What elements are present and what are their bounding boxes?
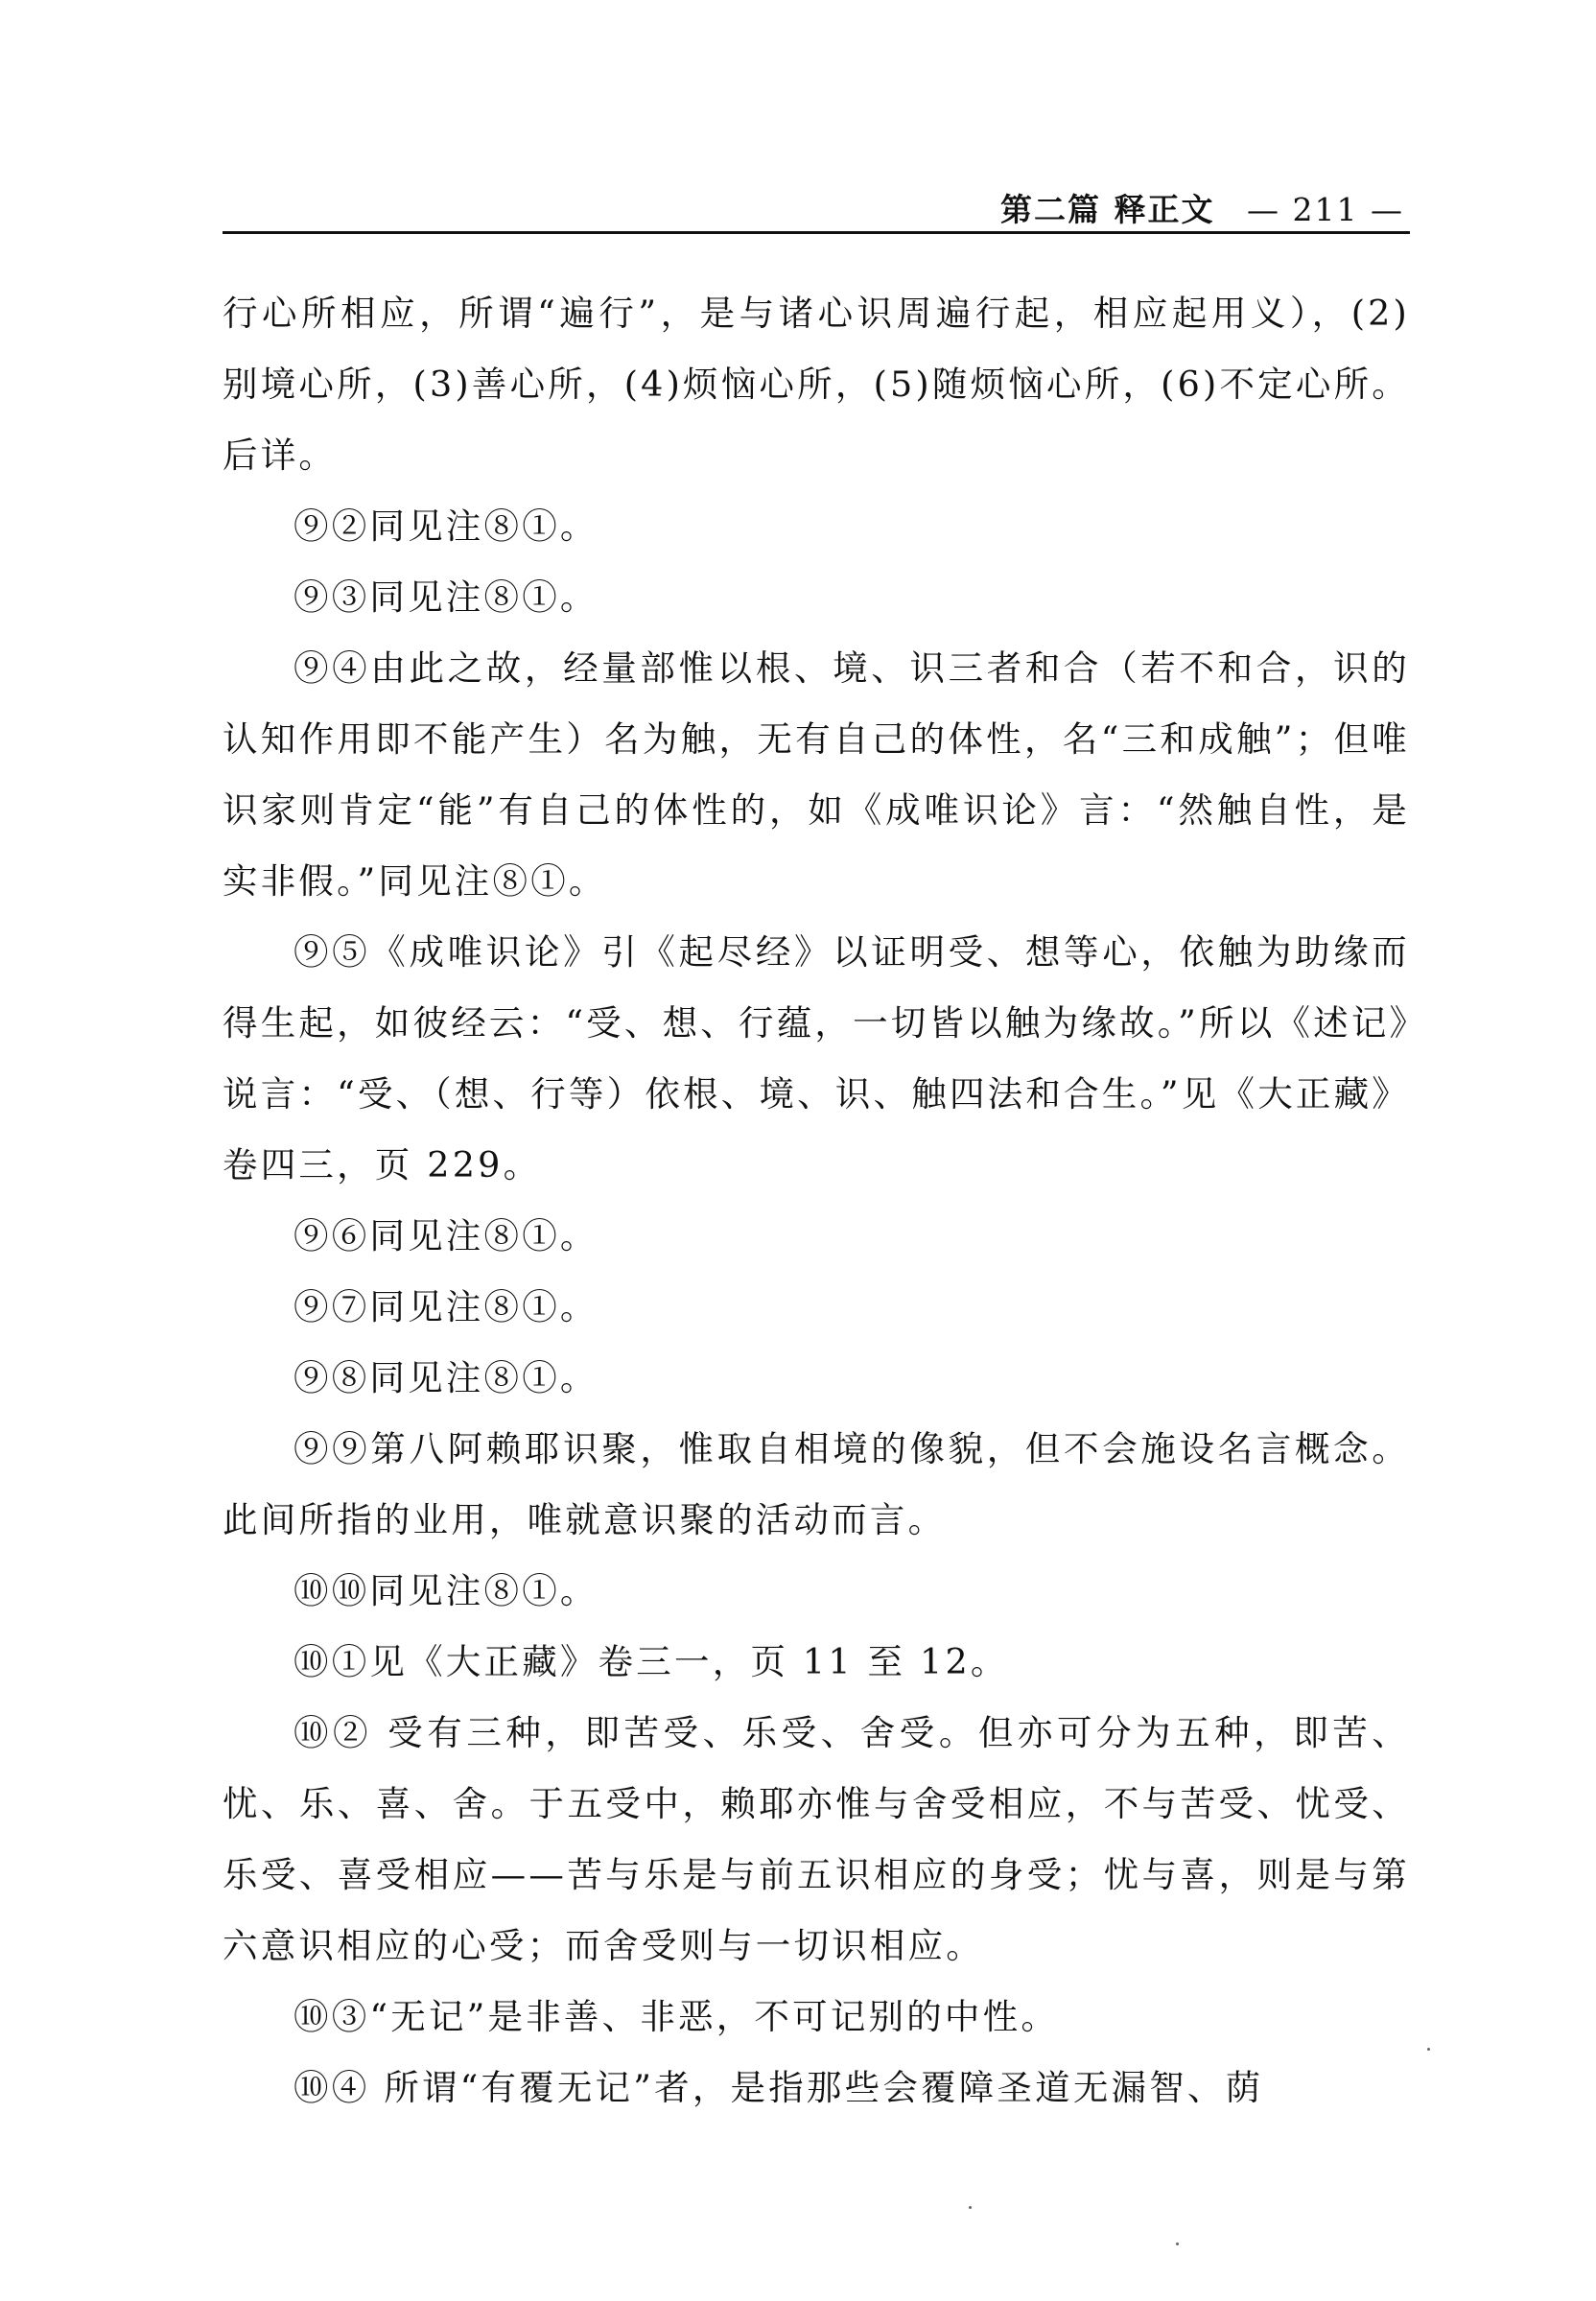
running-head	[1000, 185, 1404, 230]
scan-speck	[1176, 2242, 1179, 2245]
footnote-101: ⑩①见《大正藏》卷三一，页 11 至 12。	[293, 1641, 1009, 1682]
footnote-96: ⑨⑥同见注⑧①。	[293, 1215, 598, 1256]
header-part: 第二篇	[1000, 191, 1102, 228]
footnote-104: ⑩④ 所谓“有覆无记”者，是指那些会覆障圣道无漏智、荫	[293, 2067, 1264, 2108]
page-number: — 211 —	[1247, 191, 1404, 228]
page-header	[223, 177, 1410, 234]
body-text	[223, 278, 1410, 2124]
footnote-93: ⑨③同见注⑧①。	[293, 576, 598, 618]
footnote-97: ⑨⑦同见注⑧①。	[293, 1286, 598, 1327]
footnote-98: ⑨⑧同见注⑧①。	[293, 1357, 598, 1398]
footnote-99: ⑨⑨第八阿赖耶识聚，惟取自相境的像貌，但不会施设名言概念。此间所指的业用，唯就意识聚的活动而言。	[223, 1428, 1410, 1540]
footnote-95: ⑨⑤《成唯识论》引《起尽经》以证明受、想等心，依触为助缘而得生起，如彼经云：“受、想、行蕴，一切皆以触为缘故。”所以《述记》说言：“受、（想、行等）依根、境、识、触四法和合生。”见《大正藏》卷四三，页 229。	[223, 931, 1410, 1186]
footnote-100: ⑩⑩同见注⑧①。	[293, 1570, 598, 1611]
footnote-94: ⑨④由此之故，经量部惟以根、境、识三者和合（若不和合，识的认知作用即不能产生）名为触，无有自己的体性，名“三和成触”；但唯识家则肯定“能”有自己的体性的，如《成唯识论》言：“然触自性，是实非假。”同见注⑧①。	[223, 647, 1410, 902]
scan-speck	[1427, 2048, 1430, 2051]
footnote-102: ⑩② 受有三种，即苦受、乐受、舍受。但亦可分为五种，即苦、忧、乐、喜、舍。于五受中，赖耶亦惟与舍受相应，不与苦受、忧受、乐受、喜受相应——苦与乐是与前五识相应的身受；忧与喜，则是与第六意识相应的心受；而舍受则与一切识相应。	[223, 1712, 1410, 1966]
footnote-92: ⑨②同见注⑧①。	[293, 505, 598, 547]
header-title: 释正文	[1114, 191, 1215, 228]
paragraph-continuation: 行心所相应，所谓“遍行”，是与诸心识周遍行起，相应起用义），(2)别境心所，(3)善心所，(4)烦恼心所，(5)随烦恼心所，(6)不定心所。后详。	[223, 293, 1410, 476]
footnote-103: ⑩③“无记”是非善、非恶，不可记别的中性。	[293, 1996, 1060, 2037]
scan-speck	[969, 2206, 972, 2209]
